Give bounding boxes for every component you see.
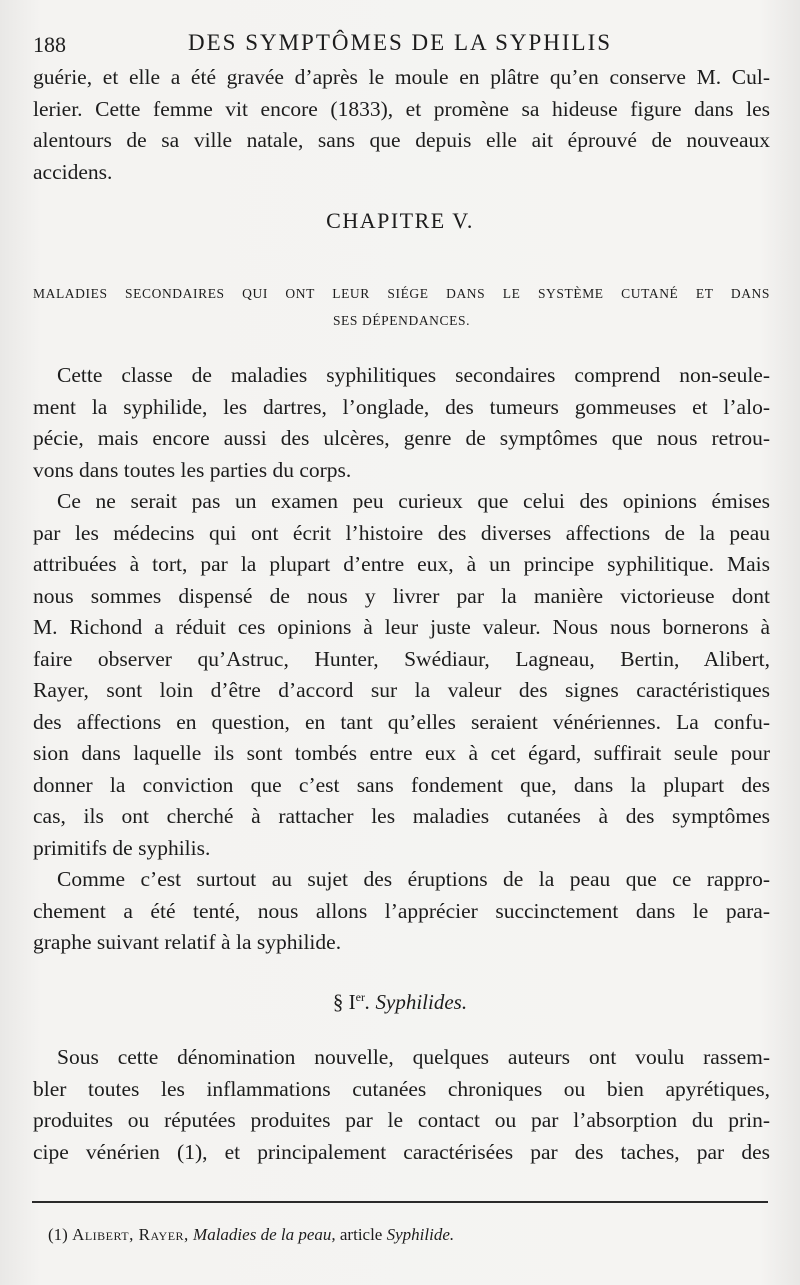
text-line: produites ou réputées produites par le contact ou par l’absorption du prin- bbox=[33, 1108, 770, 1132]
text-line: des affections en question, en tant qu’elles seraient vénériennes. La confu- bbox=[33, 709, 770, 734]
footnote bbox=[48, 1225, 454, 1245]
chapter-title: CHAPITRE V. bbox=[326, 208, 474, 233]
text-line: donner la conviction que c’est sans fondement que, dans la plupart des bbox=[33, 772, 770, 797]
text-line: nous sommes dispensé de nous y livrer par la manière victorieuse dont bbox=[33, 583, 770, 608]
text-line: guérie, et elle a été gravée d’après le moule en plâtre qu’en conserve M. Cul- bbox=[33, 65, 770, 89]
text-line: pécie, mais encore aussi des ulcères, genre de symptômes que nous retrou- bbox=[33, 426, 770, 450]
text-line: alentours de sa ville natale, sans que depuis elle ait éprouvé de nouveaux bbox=[33, 128, 770, 152]
running-title: DES SYMPTÔMES DE LA SYPHILIS bbox=[188, 30, 613, 55]
text-line: accidens. bbox=[33, 159, 113, 184]
footnote-work: Maladies de la peau, bbox=[193, 1225, 336, 1244]
text-line: par les médecins qui ont écrit l’histoire des diverses affections de la peau bbox=[33, 520, 770, 545]
text-line: Ce ne serait pas un examen peu curieux que celui des opinions émises bbox=[57, 489, 770, 513]
paragraph bbox=[33, 1042, 770, 1168]
section-heading bbox=[0, 990, 800, 1015]
paragraph bbox=[33, 486, 770, 864]
text-line: cas, ils ont cherché à rattacher les maladies cutanées à des symptômes bbox=[33, 804, 770, 828]
section-title: . Syphilides. bbox=[365, 990, 468, 1014]
paragraph bbox=[33, 360, 770, 486]
text-line: bler toutes les inflammations cutanées chroniques ou bien apyrétiques, bbox=[33, 1076, 770, 1101]
footnote-marker: (1) bbox=[48, 1225, 68, 1244]
text-line: faire observer qu’Astruc, Hunter, Swédiaur, Lagneau, Bertin, Alibert, bbox=[33, 646, 770, 671]
text-line: sion dans laquelle ils sont tombés entre eux à cet égard, suffirait seule pour bbox=[33, 741, 770, 765]
paragraph bbox=[33, 864, 770, 959]
text-line: M. Richond a réduit ces opinions à leur juste valeur. Nous nous bornerons à bbox=[33, 615, 770, 639]
text-line: attribuées à tort, par la plupart d’entre eux, à un principe syphilitique. Mais bbox=[33, 552, 770, 576]
paragraph-continued bbox=[33, 62, 770, 188]
chapter-subtitle-line: SES DÉPENDANCES. bbox=[332, 313, 471, 328]
text-line: Sous cette dénomination nouvelle, quelques auteurs ont voulu rassem- bbox=[57, 1045, 770, 1069]
text-line: lerier. Cette femme vit encore (1833), et promène sa hideuse figure dans les bbox=[33, 96, 770, 121]
text-line: chement a été tenté, nous allons l’apprécier succinctement dans le para- bbox=[33, 898, 770, 923]
text-line: Cette classe de maladies syphilitiques secondaires comprend non-seule- bbox=[57, 363, 770, 387]
section-mark-superscript: er bbox=[355, 990, 365, 1004]
text-line: cipe vénérien (1), et principalement caractérisées par des taches, par des bbox=[33, 1139, 770, 1164]
chapter-subtitle-line: MALADIES SECONDAIRES QUI ONT LEUR SIÉGE DANS LE SYSTÈME CUTANÉ ET DANS bbox=[33, 286, 770, 301]
footnote-rule bbox=[32, 1201, 768, 1203]
page-number: 188 bbox=[33, 32, 66, 57]
text-line: Comme c’est surtout au sujet des éruptions de la peau que ce rappro- bbox=[57, 867, 770, 891]
footnote-article: article bbox=[339, 1225, 383, 1244]
text-line: Rayer, sont loin d’être d’accord sur la valeur des signes caractéristiques bbox=[33, 678, 770, 702]
section-mark: § I bbox=[332, 990, 356, 1014]
text-line: vons dans toutes les parties du corps. bbox=[33, 457, 352, 482]
chapter-subtitle bbox=[33, 280, 770, 334]
text-line: ment la syphilide, les dartres, l’onglade, des tumeurs gommeuses et l’alo- bbox=[33, 394, 770, 419]
footnote-authors: Alibert, Rayer, bbox=[72, 1225, 189, 1244]
text-line: primitifs de syphilis. bbox=[33, 835, 211, 860]
text-line: graphe suivant relatif à la syphilide. bbox=[33, 930, 342, 954]
running-head bbox=[33, 30, 760, 60]
footnote-article-title: Syphilide. bbox=[386, 1225, 455, 1244]
